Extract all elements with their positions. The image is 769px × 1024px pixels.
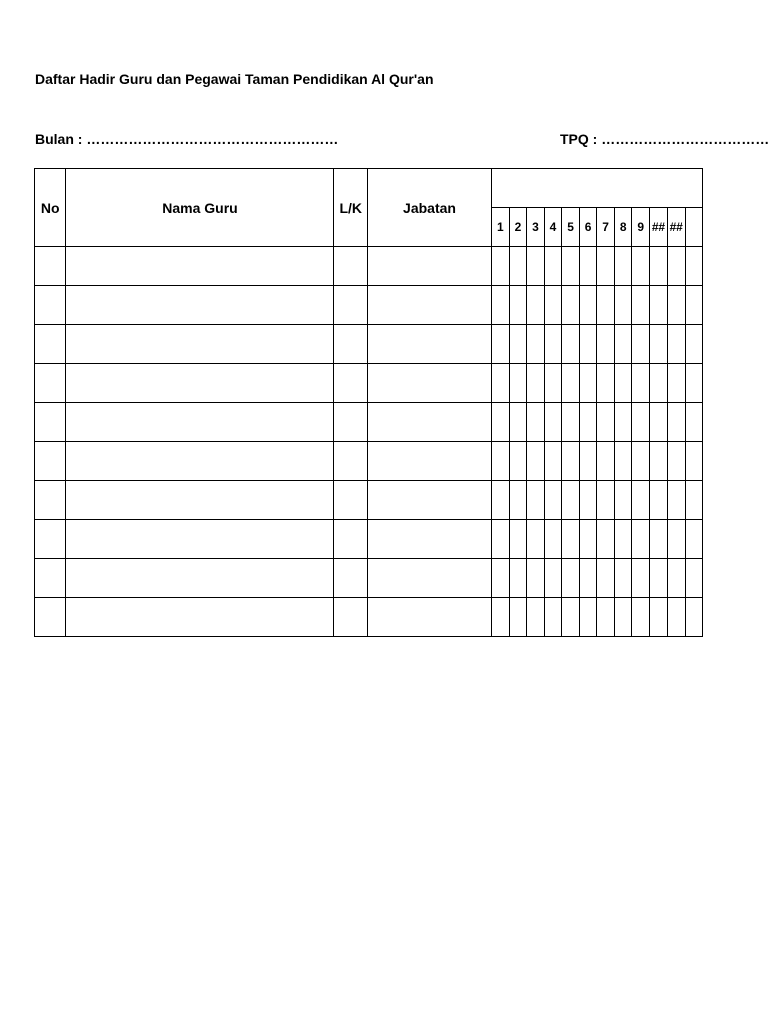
cell-day	[544, 520, 562, 559]
cell-no	[35, 286, 66, 325]
cell-day	[509, 247, 527, 286]
cell-day	[491, 559, 509, 598]
cell-day	[544, 481, 562, 520]
cell-day	[685, 403, 702, 442]
cell-jabatan	[368, 442, 492, 481]
day-header: ##	[649, 208, 667, 247]
cell-lk	[334, 364, 368, 403]
cell-day	[649, 598, 667, 637]
cell-day	[649, 481, 667, 520]
cell-day	[544, 325, 562, 364]
cell-no	[35, 520, 66, 559]
cell-day	[562, 286, 580, 325]
cell-no	[35, 481, 66, 520]
cell-day	[544, 559, 562, 598]
cell-day	[632, 520, 650, 559]
cell-day	[491, 247, 509, 286]
cell-day	[579, 403, 597, 442]
cell-day	[597, 364, 615, 403]
cell-day	[544, 598, 562, 637]
cell-day	[544, 403, 562, 442]
cell-jabatan	[368, 325, 492, 364]
cell-day	[491, 481, 509, 520]
cell-day	[527, 598, 545, 637]
day-header: 7	[597, 208, 615, 247]
cell-jabatan	[368, 364, 492, 403]
cell-day	[614, 247, 632, 286]
day-header: 8	[614, 208, 632, 247]
cell-day	[632, 559, 650, 598]
cell-day	[667, 247, 685, 286]
cell-no	[35, 325, 66, 364]
cell-day	[649, 442, 667, 481]
cell-nama-guru	[66, 364, 334, 403]
cell-jabatan	[368, 247, 492, 286]
cell-day	[527, 559, 545, 598]
cell-day	[685, 598, 702, 637]
cell-day	[491, 598, 509, 637]
cell-no	[35, 403, 66, 442]
table-row	[35, 481, 703, 520]
cell-day	[632, 403, 650, 442]
cell-day	[597, 442, 615, 481]
cell-day	[579, 325, 597, 364]
header-no: No	[35, 169, 66, 247]
day-header: 4	[544, 208, 562, 247]
cell-day	[614, 598, 632, 637]
cell-day	[562, 520, 580, 559]
cell-day	[685, 247, 702, 286]
cell-day	[562, 364, 580, 403]
table-row	[35, 559, 703, 598]
cell-day	[579, 442, 597, 481]
cell-day	[509, 364, 527, 403]
cell-nama-guru	[66, 442, 334, 481]
cell-day	[632, 325, 650, 364]
cell-day	[527, 520, 545, 559]
day-header	[685, 208, 702, 247]
cell-nama-guru	[66, 403, 334, 442]
cell-day	[579, 520, 597, 559]
cell-day	[597, 286, 615, 325]
day-header: ##	[667, 208, 685, 247]
bulan-field: Bulan : ………………………………………………	[35, 131, 339, 147]
cell-day	[649, 286, 667, 325]
cell-day	[491, 442, 509, 481]
cell-day	[632, 247, 650, 286]
tpq-field: TPQ : ………………………………	[560, 131, 769, 147]
cell-day	[597, 598, 615, 637]
table-row	[35, 520, 703, 559]
cell-day	[632, 598, 650, 637]
table-row	[35, 247, 703, 286]
cell-day	[667, 559, 685, 598]
cell-day	[579, 481, 597, 520]
cell-day	[544, 364, 562, 403]
attendance-sheet	[34, 168, 703, 635]
cell-day	[579, 247, 597, 286]
cell-day	[614, 481, 632, 520]
attendance-table	[34, 168, 703, 637]
cell-nama-guru	[66, 481, 334, 520]
cell-day	[562, 403, 580, 442]
cell-day	[509, 403, 527, 442]
cell-day	[632, 364, 650, 403]
cell-day	[509, 286, 527, 325]
cell-day	[667, 481, 685, 520]
cell-day	[562, 325, 580, 364]
cell-day	[614, 286, 632, 325]
header-nama-guru: Nama Guru	[66, 169, 334, 247]
cell-day	[509, 481, 527, 520]
cell-day	[579, 286, 597, 325]
cell-lk	[334, 598, 368, 637]
cell-day	[527, 286, 545, 325]
cell-day	[667, 598, 685, 637]
cell-day	[667, 520, 685, 559]
cell-day	[614, 325, 632, 364]
cell-day	[649, 520, 667, 559]
cell-day	[544, 286, 562, 325]
cell-jabatan	[368, 559, 492, 598]
table-row	[35, 325, 703, 364]
day-header: 6	[579, 208, 597, 247]
cell-day	[491, 286, 509, 325]
cell-day	[544, 247, 562, 286]
cell-day	[579, 364, 597, 403]
cell-nama-guru	[66, 286, 334, 325]
cell-day	[614, 364, 632, 403]
cell-nama-guru	[66, 247, 334, 286]
cell-day	[491, 403, 509, 442]
cell-day	[685, 559, 702, 598]
table-row	[35, 286, 703, 325]
table-row	[35, 442, 703, 481]
cell-day	[509, 598, 527, 637]
cell-day	[597, 559, 615, 598]
cell-jabatan	[368, 403, 492, 442]
cell-day	[632, 442, 650, 481]
header-days-group	[491, 169, 702, 208]
cell-lk	[334, 286, 368, 325]
cell-lk	[334, 559, 368, 598]
cell-day	[614, 442, 632, 481]
cell-jabatan	[368, 481, 492, 520]
cell-day	[579, 598, 597, 637]
cell-lk	[334, 442, 368, 481]
cell-day	[491, 325, 509, 364]
cell-day	[509, 559, 527, 598]
cell-day	[544, 442, 562, 481]
day-header: 1	[491, 208, 509, 247]
cell-day	[527, 442, 545, 481]
cell-day	[632, 286, 650, 325]
cell-lk	[334, 325, 368, 364]
cell-day	[562, 598, 580, 637]
cell-day	[527, 247, 545, 286]
cell-day	[614, 403, 632, 442]
cell-day	[667, 403, 685, 442]
cell-day	[491, 520, 509, 559]
cell-day	[562, 559, 580, 598]
cell-nama-guru	[66, 325, 334, 364]
cell-jabatan	[368, 520, 492, 559]
cell-day	[509, 442, 527, 481]
cell-day	[527, 403, 545, 442]
cell-day	[527, 325, 545, 364]
cell-nama-guru	[66, 598, 334, 637]
day-header: 5	[562, 208, 580, 247]
cell-no	[35, 442, 66, 481]
cell-lk	[334, 481, 368, 520]
cell-day	[667, 286, 685, 325]
cell-day	[597, 325, 615, 364]
cell-day	[491, 364, 509, 403]
cell-day	[667, 442, 685, 481]
cell-day	[509, 325, 527, 364]
cell-day	[632, 481, 650, 520]
cell-day	[562, 481, 580, 520]
cell-day	[685, 520, 702, 559]
cell-no	[35, 364, 66, 403]
cell-day	[667, 364, 685, 403]
cell-day	[649, 403, 667, 442]
table-row	[35, 403, 703, 442]
cell-day	[597, 247, 615, 286]
cell-day	[527, 364, 545, 403]
cell-day	[685, 442, 702, 481]
header-jabatan: Jabatan	[368, 169, 492, 247]
cell-day	[685, 364, 702, 403]
cell-day	[614, 520, 632, 559]
header-lk: L/K	[334, 169, 368, 247]
cell-lk	[334, 403, 368, 442]
cell-day	[527, 481, 545, 520]
cell-nama-guru	[66, 520, 334, 559]
cell-lk	[334, 520, 368, 559]
cell-no	[35, 559, 66, 598]
cell-no	[35, 247, 66, 286]
day-header: 9	[632, 208, 650, 247]
cell-day	[597, 481, 615, 520]
cell-day	[649, 247, 667, 286]
cell-day	[562, 247, 580, 286]
cell-day	[649, 559, 667, 598]
cell-day	[614, 559, 632, 598]
document-title: Daftar Hadir Guru dan Pegawai Taman Pendidikan Al Qur'an	[35, 71, 434, 87]
cell-day	[562, 442, 580, 481]
cell-day	[685, 325, 702, 364]
cell-day	[649, 364, 667, 403]
cell-day	[597, 403, 615, 442]
cell-jabatan	[368, 598, 492, 637]
day-header: 3	[527, 208, 545, 247]
table-row	[35, 364, 703, 403]
cell-day	[685, 481, 702, 520]
cell-jabatan	[368, 286, 492, 325]
day-header: 2	[509, 208, 527, 247]
table-row	[35, 598, 703, 637]
cell-day	[667, 325, 685, 364]
cell-day	[685, 286, 702, 325]
cell-day	[509, 520, 527, 559]
cell-lk	[334, 247, 368, 286]
cell-no	[35, 598, 66, 637]
cell-day	[597, 520, 615, 559]
cell-nama-guru	[66, 559, 334, 598]
cell-day	[579, 559, 597, 598]
cell-day	[649, 325, 667, 364]
